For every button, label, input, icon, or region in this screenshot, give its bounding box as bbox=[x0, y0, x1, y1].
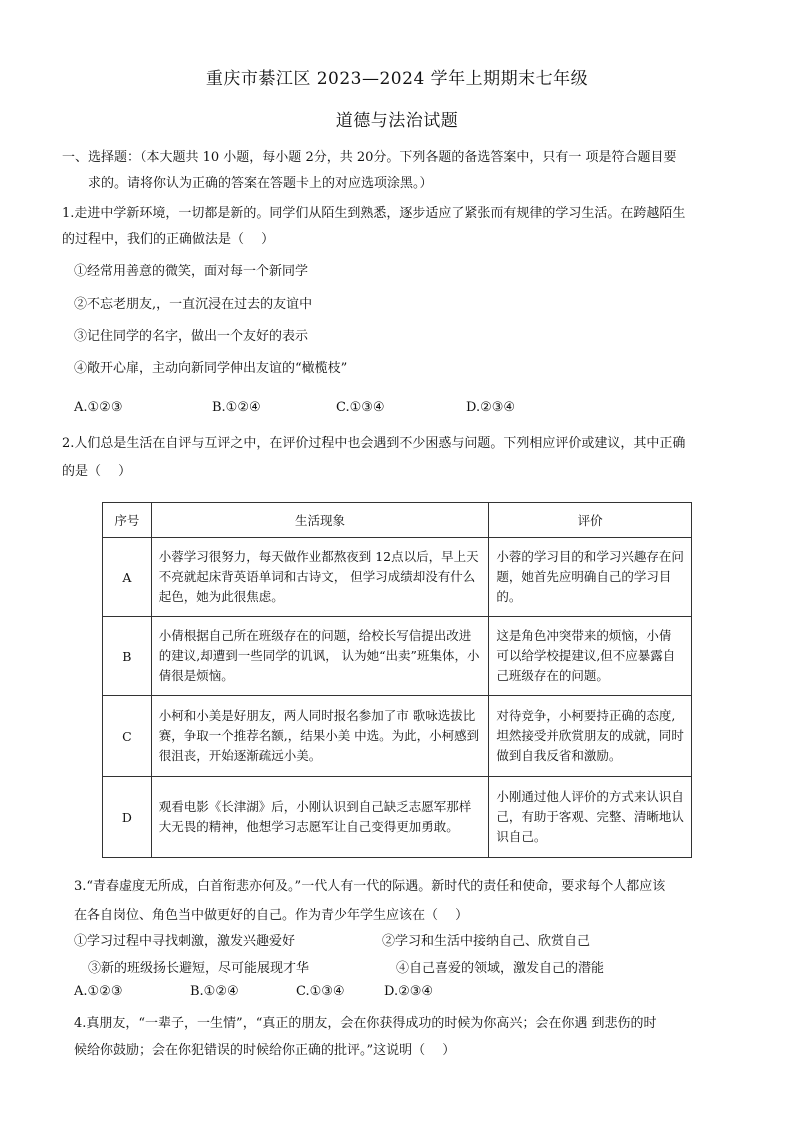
row-number: C bbox=[103, 696, 152, 777]
row-number: A bbox=[103, 538, 152, 617]
exam-subtitle: 道德与法治试题 bbox=[335, 111, 459, 131]
q1-item-3: ③记住同学的名字，做出一个友好的表示 bbox=[74, 329, 309, 344]
header-evaluation: 评价 bbox=[489, 503, 692, 538]
q1-option-a: A.①②③ bbox=[74, 400, 123, 415]
q3-item-4: ④自己喜爱的领域，激发自己的潜能 bbox=[396, 961, 605, 976]
q3-item-1: ①学习过程中寻找刺激，激发兴趣爱好 bbox=[74, 934, 296, 949]
row-number: D bbox=[103, 777, 152, 858]
section-instruction-line1: 一、选择题：（本大题共 10 小题，每小题 2分，共 20分。下列各题的备选答案中，只有一 项是符合题目要 bbox=[62, 150, 677, 165]
row-phenomenon: 小柯和小美是好朋友，两人同时报名参加了市 歌咏选拔比赛，争取一个推荐名额,，结果小美 中选。为此，小柯感到很沮丧，开始逐渐疏远小美。 bbox=[151, 696, 489, 777]
row-phenomenon: 小蓉学习很努力，每天做作业都熬夜到 12点以后，早上天不亮就起床背英语单词和古诗文， 但学习成绩却没有什么起色，她为此很焦虑。 bbox=[151, 538, 489, 617]
q3-option-d: D.②③④ bbox=[384, 984, 434, 999]
q3-item-2: ②学习和生活中接纳自己、欣赏自己 bbox=[382, 934, 591, 949]
row-phenomenon: 观看电影《长津湖》后，小刚认识到自己缺乏志愿军那样大无畏的精神，他想学习志愿军让自己变得更加勇敢。 bbox=[151, 777, 489, 858]
row-evaluation: 这是角色冲突带来的烦恼，小倩 可以给学校提建议,但不应暴露自己班级存在的问题。 bbox=[489, 617, 692, 696]
header-phenomenon: 生活现象 bbox=[151, 503, 489, 538]
q1-option-b: B.①②④ bbox=[212, 400, 261, 415]
q4-stem-line2: 候给你鼓励；会在你犯错误的时候给你正确的批评。”这说明（ ） bbox=[74, 1043, 456, 1058]
table-row bbox=[103, 538, 692, 617]
q1-option-c: C.①③④ bbox=[336, 400, 385, 415]
q1-item-2: ②不忘老朋友,，一直沉浸在过去的友谊中 bbox=[74, 297, 313, 312]
row-number: B bbox=[103, 617, 152, 696]
evaluation-table bbox=[102, 502, 692, 858]
q3-option-c: C.①③④ bbox=[296, 984, 345, 999]
table-header-row bbox=[103, 503, 692, 538]
header-number: 序号 bbox=[103, 503, 152, 538]
q4-stem-line1: 4.真朋友，“一辈子，一生情”，“真正的朋友，会在你获得成功的时候为你高兴；会在你遇 到悲伤的时 bbox=[74, 1016, 657, 1031]
table-row bbox=[103, 617, 692, 696]
q2-stem-line1: 2.人们总是生活在自评与互评之中，在评价过程中也会遇到不少困惑与问题。下列相应评价或建议，其中正确 bbox=[62, 436, 686, 451]
q3-stem-line2: 在各自岗位、角色当中做更好的自己。作为青少年学生应该在（ ） bbox=[74, 908, 469, 923]
q3-stem-line1: 3.“青春虚度无所成，白首衔悲亦何及。”一代人有一代的际遇。新时代的责任和使命，要求每个人都应该 bbox=[74, 879, 666, 894]
row-evaluation: 小蓉的学习目的和学习兴趣存在问题，她首先应明确自己的学习目的。 bbox=[489, 538, 692, 617]
q1-stem-line2: 的过程中，我们的正确做法是（ ） bbox=[62, 232, 275, 247]
q1-item-4: ④敞开心扉，主动向新同学伸出友谊的“橄榄枝” bbox=[74, 361, 348, 376]
row-phenomenon: 小倩根据自己所在班级存在的问题，给校长写信提出改进的建议,却遭到一些同学的讥讽， 认为她“出卖”班集体，小倩很是烦恼。 bbox=[151, 617, 489, 696]
row-evaluation: 对待竞争，小柯要持正确的态度,坦然接受并欣赏朋友的成就，同时做到自我反省和激励。 bbox=[489, 696, 692, 777]
q3-option-a: A.①②③ bbox=[74, 984, 123, 999]
section-instruction-line2: 求的。请将你认为正确的答案在答题卡上的对应选项涂黑。） bbox=[88, 176, 433, 191]
q2-stem-line2: 的是（ ） bbox=[62, 464, 132, 479]
q3-item-3: ③新的班级扬长避短，尽可能展现才华 bbox=[88, 961, 310, 976]
q1-option-d: D.②③④ bbox=[466, 400, 516, 415]
q1-item-1: ①经常用善意的微笑，面对每一个新同学 bbox=[74, 264, 309, 279]
table-row bbox=[103, 696, 692, 777]
q3-option-b: B.①②④ bbox=[190, 984, 239, 999]
q1-stem-line1: 1.走进中学新环境，一切都是新的。同学们从陌生到熟悉，逐步适应了紧张而有规律的学习生活。在跨越陌生 bbox=[62, 206, 686, 221]
exam-title: 重庆市綦江区 2023—2024 学年上期期末七年级 bbox=[205, 69, 589, 89]
row-evaluation: 小刚通过他人评价的方式来认识自己，有助于客观、完整、清晰地认识自己。 bbox=[489, 777, 692, 858]
table-row bbox=[103, 777, 692, 858]
